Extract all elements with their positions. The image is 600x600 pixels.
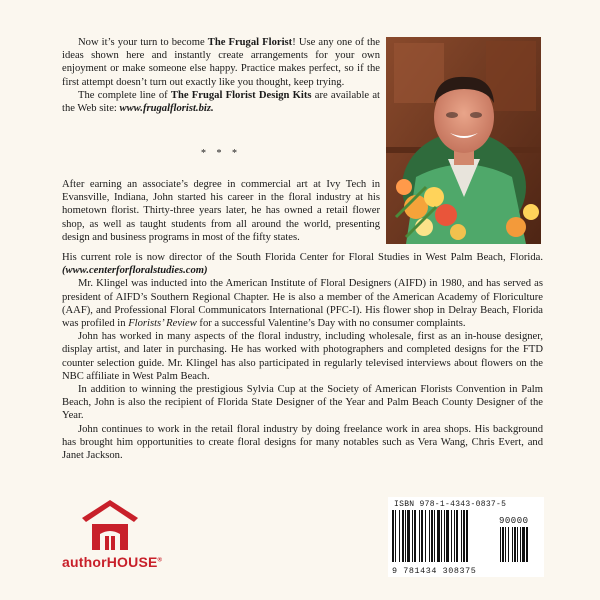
intro-text: [62, 36, 380, 115]
bio-body: [62, 251, 543, 462]
magazine-title: Florists’ Review: [128, 318, 197, 330]
center-website: (www.centerforfloralstudies.com): [62, 265, 208, 277]
intro-paragraph-2: The complete line of The Frugal Florist Design Kits are available at the Web site: www.frugalflorist.biz.: [62, 89, 380, 115]
barcode: [388, 497, 544, 577]
price-code: 90000: [499, 516, 529, 526]
brand-name: The Frugal Florist: [207, 37, 293, 48]
barcode-number: 9 781434 308375: [392, 566, 477, 576]
bio-paragraph-2: Mr. Klingel was inducted into the American Institute of Floral Designers (AIFD) in 1980, and has served as president of AIFD’s Southern Regional Chapter. He is also a member of the American Academy of Floriculture (AAF), and Professional Floral Communicators International (PFC-I). His flower shop in Delray Beach, Florida was profiled in Florists’ Review for a successful Valentine’s Day with no consumer complaints.: [62, 278, 543, 330]
bio-paragraph-3: John has worked in many aspects of the floral industry, including wholesale, first as an in-house designer, display artist, and later in purchasing. He has worked with photographers and completed designs for the FTD counter selection guide. Mr. Klingel has also participated in regularly televised interviews about flowers on the NBC affiliate in West Palm Beach.: [62, 331, 543, 382]
house-icon: [80, 498, 140, 552]
isbn-label: ISBN 978-1-4343-0837-5: [394, 500, 507, 509]
bio-paragraph-4: In addition to winning the prestigious Sylvia Cup at the Society of American Florists Convention in Palm Beach, John is also the recipient of Florida State Designer of the Year and Palm Beach County Designer of the Year.: [62, 384, 543, 422]
bio-intro: [62, 178, 380, 244]
publisher-name: authorHOUSE®: [62, 554, 163, 570]
design-kits-name: The Frugal Florist Design Kits: [170, 89, 312, 101]
bio-paragraph-1-cont: His current role is now director of the South Florida Center for Floral Studies in West Palm Beach, Florida. (www.centerforfloralstudies.com): [62, 252, 543, 277]
bio-paragraph-5: John continues to work in the retail floral industry by doing freelance work in area shops. His background has brought him opportunities to create floral designs for many notables such as Vera Wang, Chris Evert, and Janet Jackson.: [62, 423, 543, 462]
website-link: www.frugalflorist.biz.: [119, 103, 214, 115]
author-photo-image: [386, 37, 541, 244]
author-photo: [386, 37, 541, 244]
bio-paragraph-1: After earning an associate’s degree in commercial art at Ivy Tech in Evansville, Indiana, John started his career in the floral industry at his hometown florist. Thirty-three years later, he has owned a retail flower shop, as well as taught students from all around the world, presenting design and business programs in most of the fifty states.: [62, 179, 380, 243]
section-separator: * * *: [201, 148, 241, 159]
intro-paragraph-1: Now it’s your turn to become The Frugal Florist! Use any one of the ideas shown here and instantly create arrangements for your own enjoyment or make someone else happy. Practice makes perfect, so if the first attempt doesn’t turn out exactly like you thought, keep trying.: [62, 37, 381, 88]
barcode-bars: [388, 497, 544, 577]
